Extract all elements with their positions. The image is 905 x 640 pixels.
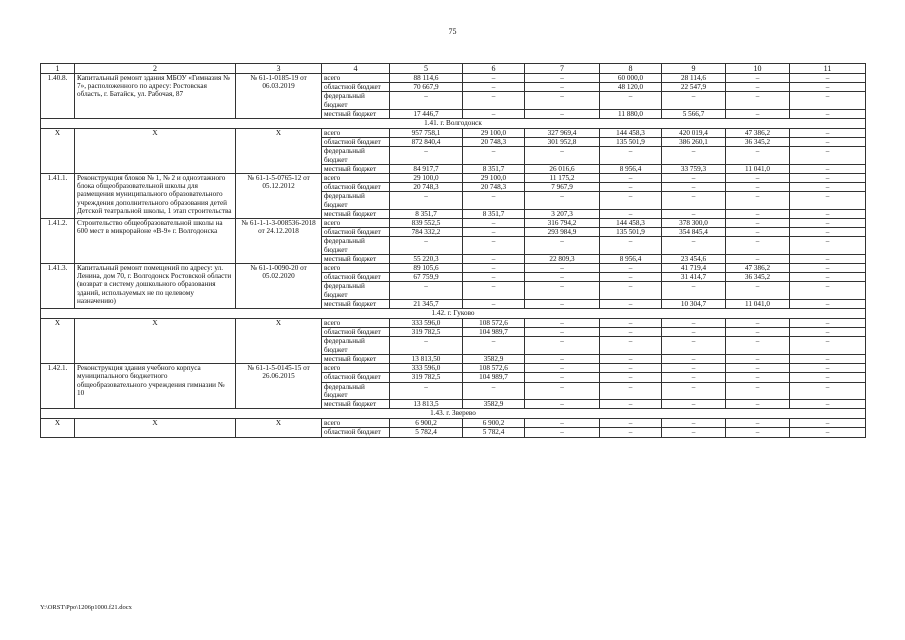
value-cell: – — [600, 319, 662, 328]
item-number: 1.42.1. — [41, 364, 75, 409]
value-cell: – — [790, 273, 866, 282]
header-cell: 3 — [236, 64, 322, 74]
budget-source-label: всего — [322, 319, 390, 328]
table-row — [41, 174, 866, 183]
value-cell: 36 345,2 — [726, 138, 790, 147]
value-cell: – — [600, 328, 662, 337]
value-cell: 144 458,3 — [600, 219, 662, 228]
value-cell: – — [790, 174, 866, 183]
value-cell: – — [726, 228, 790, 237]
value-cell: 108 572,6 — [463, 364, 525, 373]
value-cell: – — [525, 319, 600, 328]
value-cell: 17 446,7 — [390, 109, 463, 118]
item-number: 1.41.1. — [41, 174, 75, 219]
value-cell: – — [525, 264, 600, 273]
value-cell: – — [662, 337, 726, 354]
item-description: Капитальный ремонт здания МБОУ «Гимназия № 7», расположенного по адресу: Ростовская область, г. Батайск, ул. Рабочая, 87 — [75, 74, 236, 119]
value-cell: – — [790, 428, 866, 437]
budget-source-label: областной бюджет — [322, 138, 390, 147]
budget-source-label: федеральный бюджет — [322, 147, 390, 164]
value-cell: – — [790, 228, 866, 237]
value-cell: 108 572,6 — [463, 319, 525, 328]
value-cell: 3 207,3 — [525, 209, 600, 218]
budget-source-label: областной бюджет — [322, 373, 390, 382]
budget-source-label: местный бюджет — [322, 109, 390, 118]
item-number: Х — [41, 419, 75, 437]
budget-source-label: областной бюджет — [322, 328, 390, 337]
value-cell: – — [463, 254, 525, 263]
section-row — [41, 409, 866, 419]
budget-source-label: федеральный бюджет — [322, 382, 390, 399]
value-cell: – — [390, 282, 463, 299]
budget-source-label: областной бюджет — [322, 83, 390, 92]
value-cell: – — [726, 373, 790, 382]
table-row — [41, 264, 866, 273]
value-cell: 5 566,7 — [662, 109, 726, 118]
item-number: 1.41.3. — [41, 264, 75, 309]
header-cell: 6 — [463, 64, 525, 74]
value-cell: – — [463, 147, 525, 164]
value-cell: – — [662, 282, 726, 299]
value-cell: – — [600, 428, 662, 437]
value-cell: 21 345,7 — [390, 299, 463, 308]
value-cell: 48 120,0 — [600, 83, 662, 92]
value-cell: – — [726, 419, 790, 428]
value-cell: 84 917,7 — [390, 164, 463, 173]
value-cell: – — [790, 399, 866, 408]
budget-source-label: всего — [322, 264, 390, 273]
budget-source-label: всего — [322, 419, 390, 428]
value-cell: – — [790, 129, 866, 138]
value-cell: – — [790, 92, 866, 109]
value-cell: – — [463, 219, 525, 228]
value-cell: – — [790, 299, 866, 308]
value-cell: – — [525, 337, 600, 354]
header-cell: 10 — [726, 64, 790, 74]
value-cell: – — [662, 174, 726, 183]
value-cell: – — [790, 282, 866, 299]
item-document: № 61-1-0090-20 от 05.02.2020 — [236, 264, 322, 309]
value-cell: – — [600, 282, 662, 299]
value-cell: – — [600, 299, 662, 308]
value-cell: – — [662, 192, 726, 209]
item-document: № 61-1-0185-19 от 06.03.2019 — [236, 74, 322, 119]
value-cell: – — [525, 428, 600, 437]
value-cell: – — [662, 373, 726, 382]
item-document: Х — [236, 129, 322, 174]
value-cell: – — [726, 74, 790, 83]
value-cell: – — [390, 237, 463, 254]
value-cell: – — [662, 147, 726, 164]
value-cell: 13 813,50 — [390, 354, 463, 363]
value-cell: 8 956,4 — [600, 164, 662, 173]
budget-source-label: местный бюджет — [322, 164, 390, 173]
item-number: 1.40.8. — [41, 74, 75, 119]
value-cell: – — [662, 399, 726, 408]
value-cell: – — [662, 209, 726, 218]
value-cell: 41 719,4 — [662, 264, 726, 273]
value-cell: 5 782,4 — [390, 428, 463, 437]
value-cell: – — [790, 354, 866, 363]
header-cell: 7 — [525, 64, 600, 74]
value-cell: – — [726, 183, 790, 192]
value-cell: – — [463, 92, 525, 109]
value-cell: – — [390, 147, 463, 164]
value-cell: – — [662, 428, 726, 437]
value-cell: 144 458,3 — [600, 129, 662, 138]
value-cell: 104 989,7 — [463, 373, 525, 382]
value-cell: 20 748,3 — [463, 183, 525, 192]
table-row — [41, 419, 866, 428]
value-cell: – — [463, 273, 525, 282]
value-cell: – — [463, 192, 525, 209]
value-cell: 67 759,9 — [390, 273, 463, 282]
item-number: Х — [41, 129, 75, 174]
value-cell: – — [463, 299, 525, 308]
value-cell: – — [726, 428, 790, 437]
value-cell: 11 041,0 — [726, 299, 790, 308]
value-cell: – — [525, 299, 600, 308]
value-cell: 11 175,2 — [525, 174, 600, 183]
value-cell: – — [463, 337, 525, 354]
value-cell: – — [662, 328, 726, 337]
section-title: 1.43. г. Зверево — [41, 409, 866, 419]
value-cell: 135 501,9 — [600, 228, 662, 237]
value-cell: – — [525, 354, 600, 363]
value-cell: 3582,9 — [463, 354, 525, 363]
value-cell: – — [790, 164, 866, 173]
value-cell: – — [525, 192, 600, 209]
value-cell: – — [790, 254, 866, 263]
value-cell: – — [525, 382, 600, 399]
value-cell: – — [463, 237, 525, 254]
budget-source-label: местный бюджет — [322, 399, 390, 408]
value-cell: – — [662, 354, 726, 363]
table-row — [41, 319, 866, 328]
value-cell: – — [463, 74, 525, 83]
value-cell: – — [600, 364, 662, 373]
value-cell: – — [790, 192, 866, 209]
value-cell: – — [662, 237, 726, 254]
budget-source-label: местный бюджет — [322, 354, 390, 363]
section-title: 1.41. г. Волгодонск — [41, 119, 866, 129]
value-cell: – — [525, 109, 600, 118]
header-cell: 8 — [600, 64, 662, 74]
value-cell: – — [463, 83, 525, 92]
value-cell: 23 454,6 — [662, 254, 726, 263]
value-cell: – — [790, 219, 866, 228]
value-cell: 29 100,0 — [463, 174, 525, 183]
value-cell: – — [525, 83, 600, 92]
value-cell: – — [600, 92, 662, 109]
value-cell: 301 952,8 — [525, 138, 600, 147]
value-cell: 26 016,6 — [525, 164, 600, 173]
value-cell: 957 758,1 — [390, 129, 463, 138]
value-cell: – — [600, 399, 662, 408]
value-cell: 839 552,5 — [390, 219, 463, 228]
value-cell: 316 794,2 — [525, 219, 600, 228]
value-cell: 6 900,2 — [463, 419, 525, 428]
value-cell: – — [726, 328, 790, 337]
value-cell: 354 845,4 — [662, 228, 726, 237]
budget-source-label: местный бюджет — [322, 299, 390, 308]
value-cell: 31 414,7 — [662, 273, 726, 282]
value-cell: – — [662, 319, 726, 328]
value-cell: 319 782,5 — [390, 373, 463, 382]
section-title: 1.42. г. Гуково — [41, 309, 866, 319]
value-cell: 20 748,3 — [463, 138, 525, 147]
value-cell: 8 956,4 — [600, 254, 662, 263]
item-document: № 61-1-5-0145-15 от 26.06.2015 — [236, 364, 322, 409]
value-cell: 8 351,7 — [463, 164, 525, 173]
value-cell: – — [525, 273, 600, 282]
budget-source-label: федеральный бюджет — [322, 192, 390, 209]
value-cell: – — [726, 354, 790, 363]
value-cell: 88 114,6 — [390, 74, 463, 83]
section-row — [41, 309, 866, 319]
value-cell: 319 782,5 — [390, 328, 463, 337]
value-cell: 386 260,1 — [662, 138, 726, 147]
value-cell: – — [790, 83, 866, 92]
header-cell: 9 — [662, 64, 726, 74]
item-document: № 61-1-1-3-008536-2018 от 24.12.2018 — [236, 219, 322, 264]
budget-source-label: местный бюджет — [322, 209, 390, 218]
value-cell: 333 596,0 — [390, 319, 463, 328]
item-description: Х — [75, 419, 236, 437]
value-cell: – — [525, 92, 600, 109]
value-cell: – — [600, 209, 662, 218]
value-cell: – — [790, 337, 866, 354]
value-cell: 8 351,7 — [390, 209, 463, 218]
budget-source-label: федеральный бюджет — [322, 237, 390, 254]
value-cell: 7 967,9 — [525, 183, 600, 192]
budget-source-label: федеральный бюджет — [322, 282, 390, 299]
value-cell: – — [525, 364, 600, 373]
value-cell: – — [390, 337, 463, 354]
value-cell: 11 041,0 — [726, 164, 790, 173]
value-cell: – — [525, 74, 600, 83]
value-cell: 784 332,2 — [390, 228, 463, 237]
value-cell: 8 351,7 — [463, 209, 525, 218]
value-cell: – — [726, 174, 790, 183]
value-cell: – — [790, 373, 866, 382]
value-cell: – — [463, 228, 525, 237]
item-description: Х — [75, 129, 236, 174]
value-cell: – — [600, 264, 662, 273]
item-document: Х — [236, 319, 322, 364]
budget-source-label: всего — [322, 174, 390, 183]
value-cell: – — [600, 382, 662, 399]
section-row — [41, 119, 866, 129]
value-cell: 36 345,2 — [726, 273, 790, 282]
value-cell: 11 880,0 — [600, 109, 662, 118]
value-cell: 29 100,0 — [390, 174, 463, 183]
value-cell: 872 840,4 — [390, 138, 463, 147]
value-cell: – — [525, 282, 600, 299]
value-cell: – — [726, 382, 790, 399]
value-cell: – — [790, 237, 866, 254]
item-description: Капитальный ремонт помещений по адресу: ул. Ленина, дом 70, г. Волгодонск Ростовской области (возврат в систему дошкольного образования зданий, используемых не по целевому назначению) — [75, 264, 236, 309]
value-cell: – — [790, 419, 866, 428]
value-cell: – — [726, 399, 790, 408]
value-cell: – — [600, 273, 662, 282]
budget-source-label: всего — [322, 219, 390, 228]
value-cell: 104 989,7 — [463, 328, 525, 337]
value-cell: – — [463, 382, 525, 399]
value-cell: – — [600, 354, 662, 363]
value-cell: – — [525, 399, 600, 408]
value-cell: – — [525, 328, 600, 337]
value-cell: – — [790, 209, 866, 218]
header-cell: 11 — [790, 64, 866, 74]
budget-source-label: местный бюджет — [322, 254, 390, 263]
value-cell: 420 019,4 — [662, 129, 726, 138]
value-cell: 327 969,4 — [525, 129, 600, 138]
value-cell: – — [790, 74, 866, 83]
value-cell: – — [525, 419, 600, 428]
budget-source-label: областной бюджет — [322, 428, 390, 437]
value-cell: – — [662, 419, 726, 428]
value-cell: 60 000,0 — [600, 74, 662, 83]
budget-source-label: федеральный бюджет — [322, 92, 390, 109]
header-cell: 4 — [322, 64, 390, 74]
value-cell: – — [463, 264, 525, 273]
value-cell: – — [726, 192, 790, 209]
value-cell: 135 501,9 — [600, 138, 662, 147]
value-cell: – — [662, 183, 726, 192]
value-cell: 13 813,5 — [390, 399, 463, 408]
value-cell: – — [525, 237, 600, 254]
budget-table — [40, 63, 866, 438]
budget-source-label: всего — [322, 364, 390, 373]
item-description: Реконструкция блоков № 1, № 2 и одноэтажного блока общеобразовательной школы для размещения муниципального образовательного учреждения дополнительного образования детей Детской театральной школы, 1 этап строительства — [75, 174, 236, 219]
item-number: 1.41.2. — [41, 219, 75, 264]
header-cell: 1 — [41, 64, 75, 74]
item-document: № 61-1-5-0765-12 от 05.12.2012 — [236, 174, 322, 219]
value-cell: – — [726, 209, 790, 218]
value-cell: – — [662, 382, 726, 399]
value-cell: – — [600, 419, 662, 428]
budget-source-label: федеральный бюджет — [322, 337, 390, 354]
value-cell: 378 300,0 — [662, 219, 726, 228]
value-cell: – — [600, 337, 662, 354]
value-cell: 55 220,3 — [390, 254, 463, 263]
table-row — [41, 74, 866, 83]
value-cell: 29 100,0 — [463, 129, 525, 138]
value-cell: – — [726, 319, 790, 328]
value-cell: – — [790, 109, 866, 118]
value-cell: – — [390, 92, 463, 109]
value-cell: – — [726, 237, 790, 254]
page-number: 75 — [448, 27, 457, 36]
value-cell: – — [726, 83, 790, 92]
header-row — [41, 64, 866, 74]
value-cell: 333 596,0 — [390, 364, 463, 373]
value-cell: – — [726, 109, 790, 118]
value-cell: – — [390, 382, 463, 399]
value-cell: – — [726, 147, 790, 164]
item-description: Х — [75, 319, 236, 364]
value-cell: 70 667,9 — [390, 83, 463, 92]
value-cell: – — [726, 254, 790, 263]
header-cell: 2 — [75, 64, 236, 74]
value-cell: – — [790, 328, 866, 337]
value-cell: – — [600, 147, 662, 164]
value-cell: 6 900,2 — [390, 419, 463, 428]
value-cell: – — [600, 183, 662, 192]
item-description: Строительство общеобразовательной школы на 600 мест в микрорайоне «В-9» г. Волгодонска — [75, 219, 236, 264]
value-cell: 293 984,9 — [525, 228, 600, 237]
value-cell: – — [790, 382, 866, 399]
table-row — [41, 219, 866, 228]
value-cell: – — [726, 219, 790, 228]
budget-source-label: областной бюджет — [322, 273, 390, 282]
table-row — [41, 129, 866, 138]
value-cell: – — [600, 174, 662, 183]
value-cell: – — [463, 282, 525, 299]
header-cell: 5 — [390, 64, 463, 74]
value-cell: – — [726, 92, 790, 109]
budget-source-label: всего — [322, 129, 390, 138]
value-cell: 22 547,9 — [662, 83, 726, 92]
item-document: Х — [236, 419, 322, 437]
value-cell: – — [726, 282, 790, 299]
value-cell: – — [790, 319, 866, 328]
value-cell: 47 386,2 — [726, 264, 790, 273]
value-cell: – — [790, 138, 866, 147]
value-cell: – — [790, 364, 866, 373]
value-cell: – — [525, 373, 600, 382]
footer-file-path: Y:\ORST\Ppo\1206p1000.f21.docx — [40, 604, 132, 611]
value-cell: 47 386,2 — [726, 129, 790, 138]
value-cell: – — [600, 373, 662, 382]
value-cell: – — [790, 147, 866, 164]
item-number: Х — [41, 319, 75, 364]
value-cell: 3582,9 — [463, 399, 525, 408]
value-cell: 33 759,3 — [662, 164, 726, 173]
value-cell: 28 114,6 — [662, 74, 726, 83]
value-cell: – — [463, 109, 525, 118]
value-cell: 5 782,4 — [463, 428, 525, 437]
value-cell: – — [726, 364, 790, 373]
value-cell: – — [790, 264, 866, 273]
value-cell: – — [600, 192, 662, 209]
value-cell: – — [790, 183, 866, 192]
value-cell: 20 748,3 — [390, 183, 463, 192]
value-cell: – — [662, 92, 726, 109]
value-cell: – — [662, 364, 726, 373]
value-cell: 10 304,7 — [662, 299, 726, 308]
table-row — [41, 364, 866, 373]
value-cell: – — [600, 237, 662, 254]
value-cell: – — [726, 337, 790, 354]
value-cell: 22 809,3 — [525, 254, 600, 263]
value-cell: 89 105,6 — [390, 264, 463, 273]
value-cell: – — [390, 192, 463, 209]
item-description: Реконструкция здания учебного корпуса муниципального бюджетного общеобразовательного учреждения гимназии № 10 — [75, 364, 236, 409]
budget-source-label: областной бюджет — [322, 183, 390, 192]
value-cell: – — [525, 147, 600, 164]
budget-source-label: всего — [322, 74, 390, 83]
budget-source-label: областной бюджет — [322, 228, 390, 237]
